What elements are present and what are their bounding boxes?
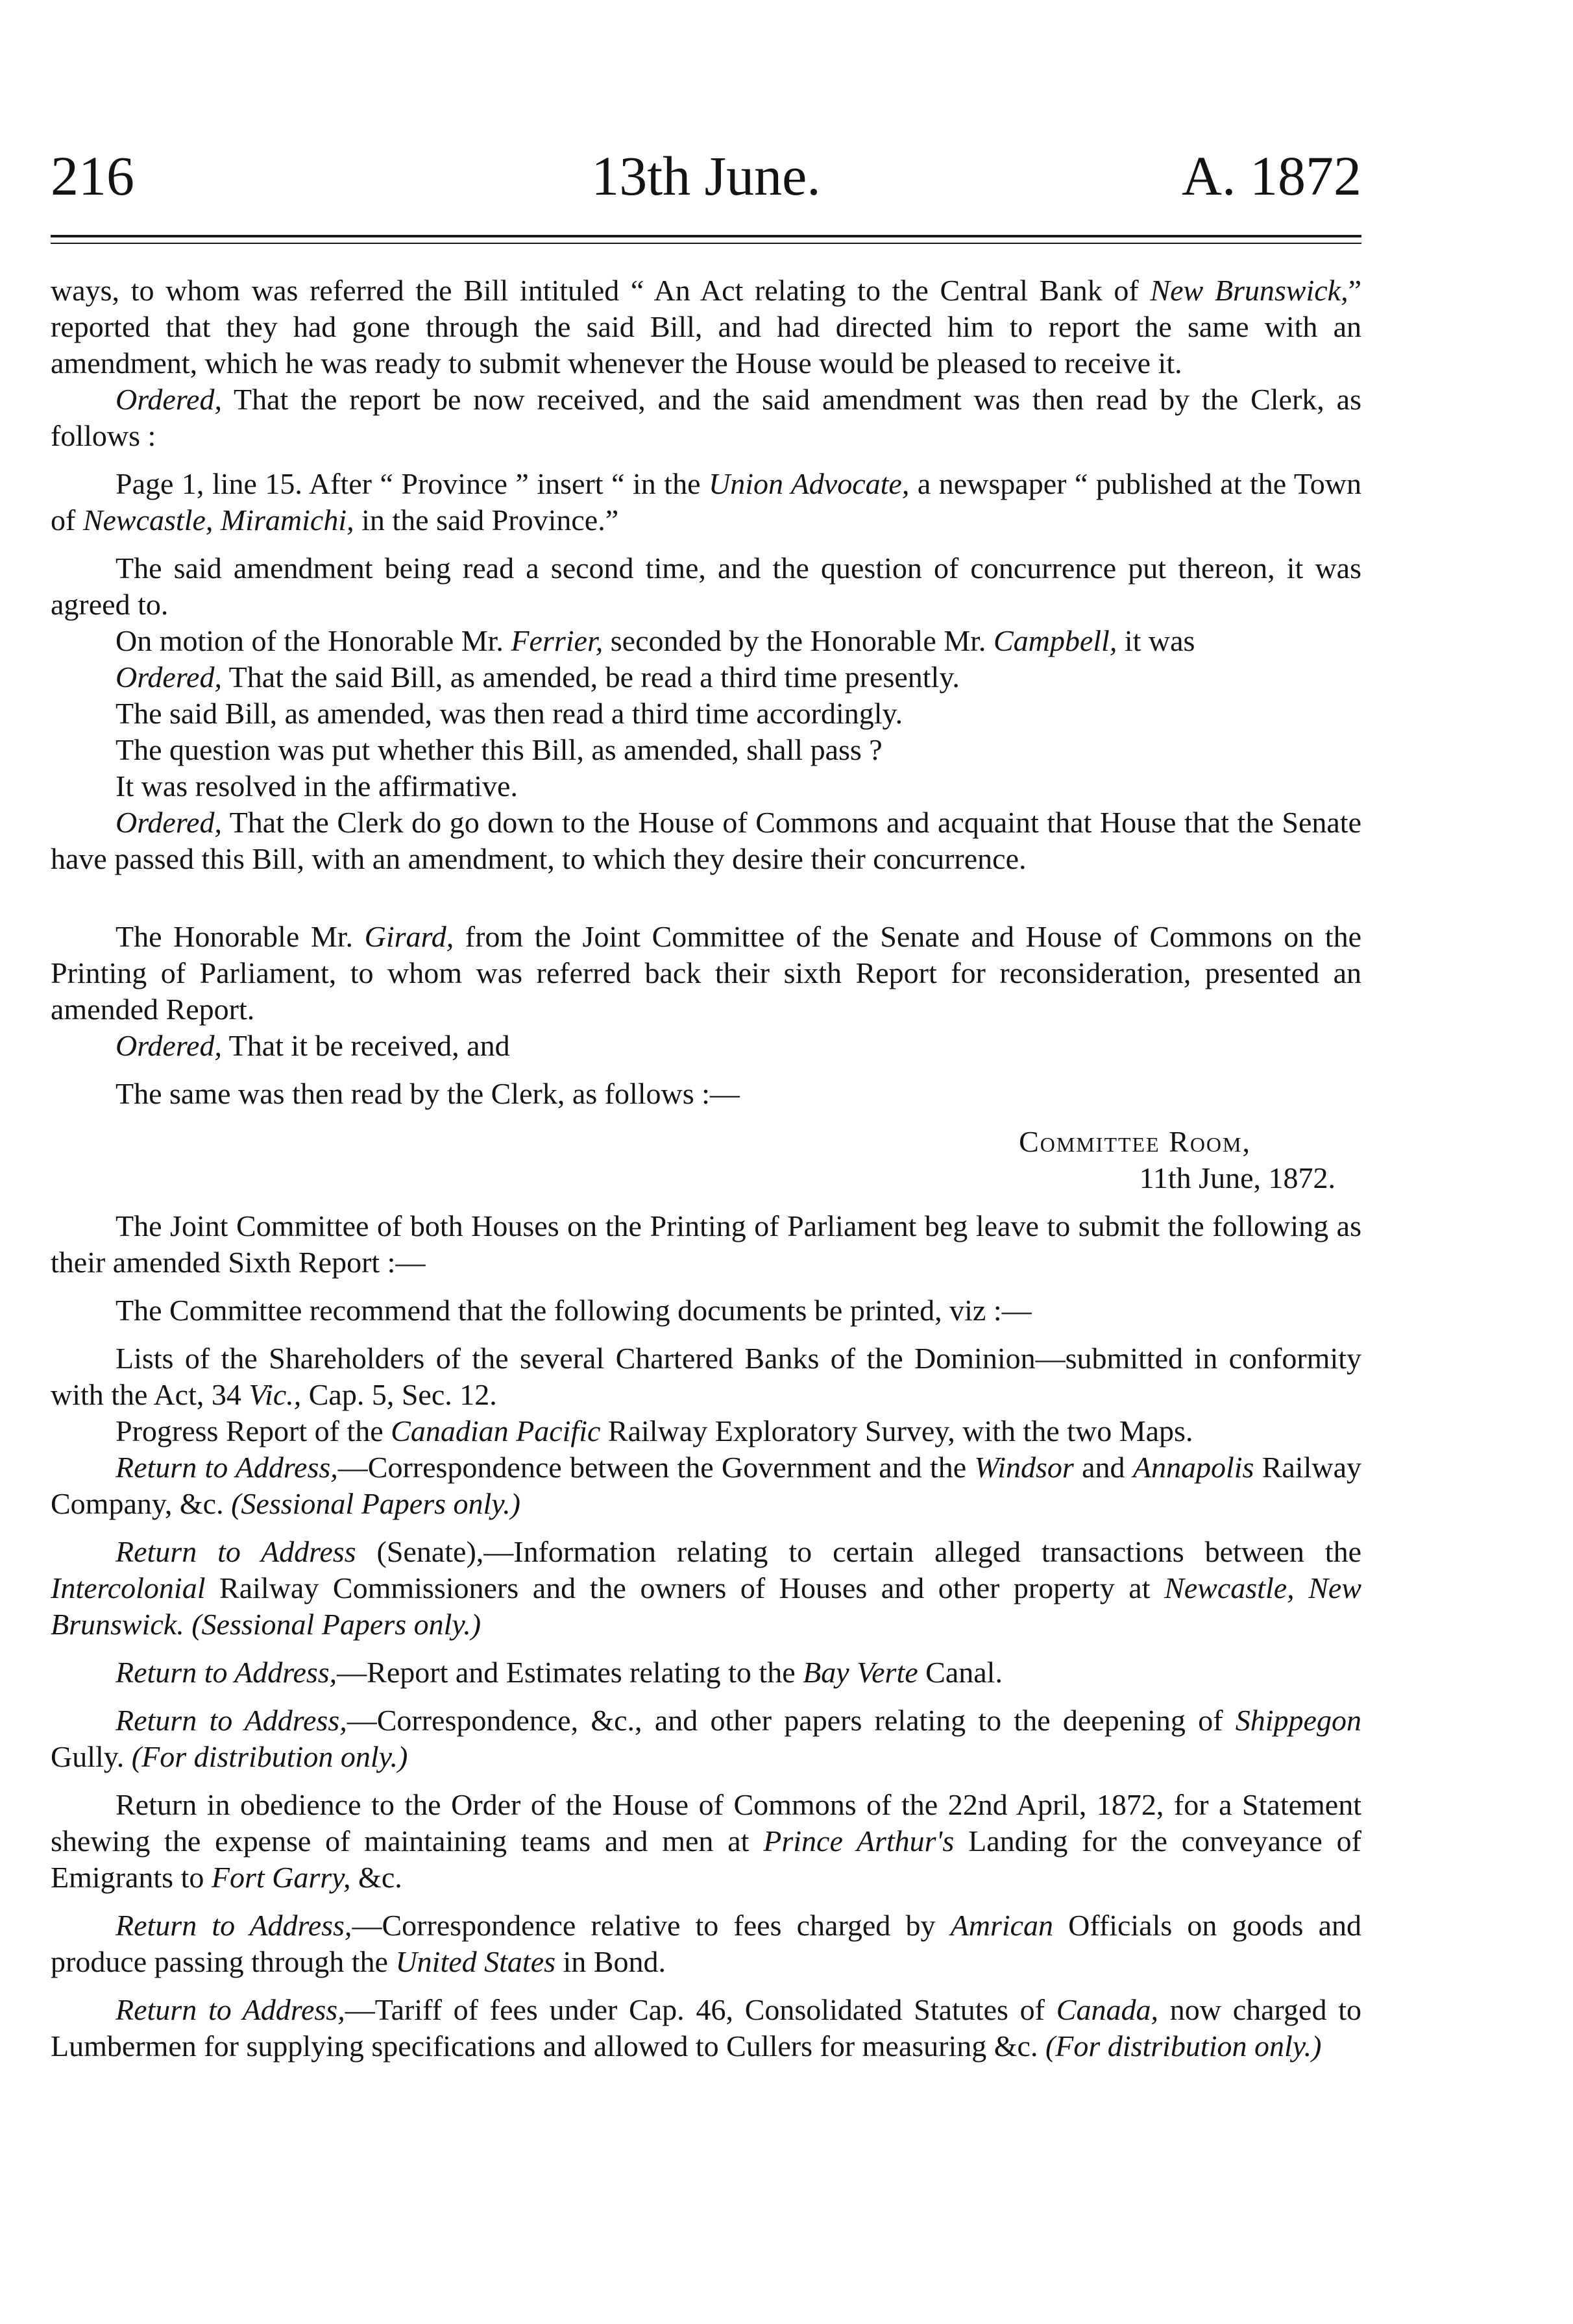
- item-american-officials: Return to Address,—Correspondence relative to fees charged by Amrican Officials on goods and produce passing through the United States in Bond.: [51, 1909, 1362, 1978]
- item-windsor-annapolis: Return to Address,—Correspondence between the Government and the Windsor and Annapolis Railway Company, &c. (Sessional Papers only.): [51, 1451, 1362, 1520]
- paragraph-report-bill: ways, to whom was referred the Bill intituled “ An Act relating to the Central Bank of New Brunswick,” reported that they had gone through the said Bill, and had directed him to report the same with an amendment, which he was ready to submit whenever the House would be pleased to receive it.: [51, 274, 1361, 380]
- item-progress-report: Progress Report of the Canadian Pacific Railway Exploratory Survey, with the two Maps.: [116, 1414, 1193, 1447]
- item-shippegon: Return to Address,—Correspondence, &c., and other papers relating to the deepening of Shippegon Gully. (For distribution only.): [51, 1704, 1361, 1773]
- paragraph-girard-report: The Honorable Mr. Girard, from the Joint Committee of the Senate and House of Commons on the Printing of Parliament, to whom was referred back their sixth Report for reconsideration, presented an amended Report.: [51, 920, 1361, 1026]
- committee-date: 11th June, 1872.: [1139, 1161, 1335, 1194]
- paragraph-ordered-commons: Ordered, That the Clerk do go down to the House of Commons and acquaint that House that the Senate have passed this Bill, with an amendment, to which they desire their concurrence.: [51, 806, 1361, 875]
- item-shareholders-lists: Lists of the Shareholders of the several Chartered Banks of the Dominion—submitted in conformity with the Act, 34 Vic., Cap. 5, Sec. 12.: [51, 1342, 1361, 1411]
- paragraph-motion: On motion of the Honorable Mr. Ferrier, seconded by the Honorable Mr. Campbell, it was: [116, 624, 1195, 657]
- item-bay-verte: Return to Address,—Report and Estimates relating to the Bay Verte Canal.: [116, 1656, 1003, 1689]
- header-rule-thin: [51, 243, 1361, 244]
- running-header: [51, 145, 1361, 219]
- header-date: 13th June.: [591, 145, 821, 207]
- item-prince-arthurs-landing: Return in obedience to the Order of the House of Commons of the 22nd April, 1872, for a Statement shewing the expense of maintaining teams and men at Prince Arthur's Landing for the conveyance of Emigrants to Fort Garry, &c.: [51, 1788, 1361, 1894]
- paragraph-third-reading: The said Bill, as amended, was then read a third time accordingly.: [116, 697, 903, 730]
- paragraph-recommend: The Committee recommend that the following documents be printed, viz :—: [116, 1294, 1032, 1327]
- header-rule-thick: [51, 235, 1361, 237]
- paragraph-second-reading: The said amendment being read a second time, and the question of concurrence put thereon, it was agreed to.: [51, 551, 1361, 621]
- paragraph-joint-committee: The Joint Committee of both Houses on the Printing of Parliament beg leave to submit the following as their amended Sixth Report :—: [51, 1209, 1361, 1279]
- page-number: 216: [51, 145, 134, 207]
- committee-room-heading: Committee Room,: [1019, 1125, 1251, 1158]
- paragraph-read-by-clerk: The same was then read by the Clerk, as follows :—: [116, 1077, 740, 1110]
- journal-body: [51, 272, 1361, 2064]
- paragraph-question: The question was put whether this Bill, as amended, shall pass ?: [116, 733, 883, 766]
- header-year: A. 1872: [1181, 145, 1361, 207]
- item-intercolonial: Return to Address (Senate),—Information relating to certain alleged transactions between the Intercolonial Railway Commissioners and the owners of Houses and other property at Newcastle, New Brunswick. (Sessional Papers only.): [51, 1535, 1362, 1641]
- paragraph-ordered-third-reading: Ordered, That the said Bill, as amended, be read a third time presently.: [116, 660, 960, 694]
- item-lumbermen-tariff: Return to Address,—Tariff of fees under Cap. 46, Consolidated Statutes of Canada, now charged to Lumbermen for supplying specifications and allowed to Cullers for measuring &c. (For distribution only.): [51, 1993, 1361, 2063]
- paragraph-amendment-text: Page 1, line 15. After “ Province ” insert “ in the Union Advocate, a newspaper “ published at the Town of Newcastle, Miramichi, in the said Province.”: [51, 467, 1361, 537]
- paragraph-ordered-report: Ordered, That the report be now received, and the said amendment was then read by the Clerk, as follows :: [51, 383, 1361, 452]
- paragraph-ordered-received: Ordered, That it be received, and: [116, 1029, 510, 1062]
- paragraph-resolved: It was resolved in the affirmative.: [116, 769, 518, 803]
